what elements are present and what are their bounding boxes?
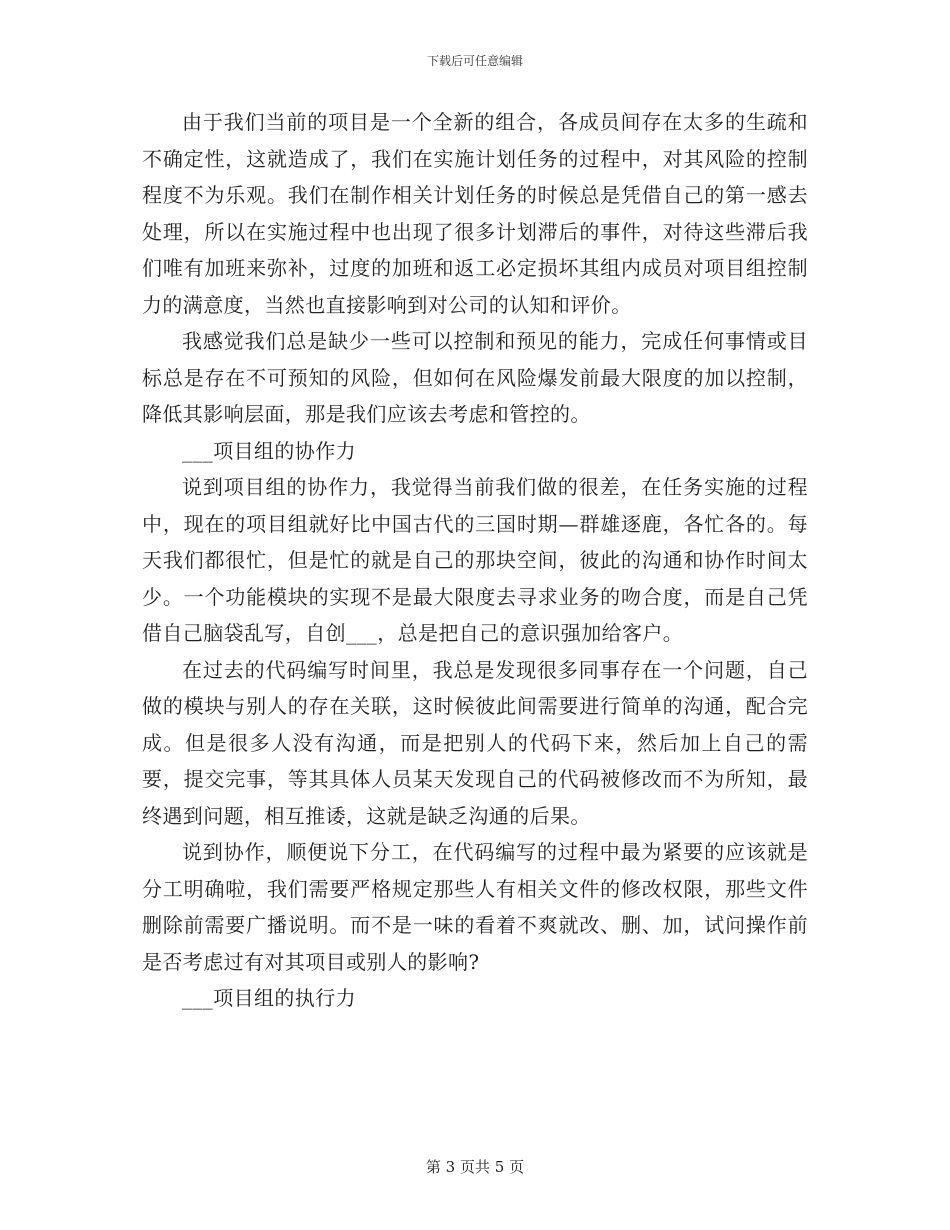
section-heading-collaboration: ___项目组的协作力 [182, 438, 356, 463]
page-header: 下载后可任意编辑 [426, 54, 523, 68]
paragraph-code-communication: 在过去的代码编写时间里，我总是发现很多同事存在一个问题，自己做的模块与别人的存在关联，这时候彼此间需要进行简单的沟通，配合完成。但是很多人没有沟通，而是把别人的代码下来，然后加上自己的需要，提交完事，等其具体人员某天发现自己的代码被修改而不为所知，最终遇到问题，相互推诿，这就是缺乏沟通的后果。 [142, 657, 808, 828]
paragraph-risk-control: 由于我们当前的项目是一个全新的组合，各成员间存在太多的生疏和不确定性，这就造成了，我们在实施计划任务的过程中，对其风险的控制程度不为乐观。我们在制作相关计划任务的时候总是凭借自己的第一感去处理，所以在实施过程中也出现了很多计划滞后的事件，对待这些滞后我们唯有加班来弥补，过度的加班和返工必定损坏其组内成员对项目组控制力的满意度，当然也直接影响到对公司的认知和评价。 [142, 110, 808, 317]
section-heading-execution: ___项目组的执行力 [182, 986, 356, 1010]
page-number: 第 3 页共 5 页 [425, 1158, 525, 1176]
paragraph-foresight: 我感觉我们总是缺少一些可以控制和预见的能力，完成任何事情或目标总是存在不可预知的风险，但如何在风险爆发前最大限度的加以控制，降低其影响层面，那是我们应该去考虑和管控的。 [142, 329, 808, 426]
document-body [142, 104, 808, 1017]
paragraph-collaboration: 说到项目组的协作力，我觉得当前我们做的很差，在任务实施的过程中，现在的项目组就好比中国古代的三国时期—群雄逐鹿，各忙各的。每天我们都很忙，但是忙的就是自己的那块空间，彼此的沟通和协作时间太少。一个功能模块的实现不是最大限度去寻求业务的吻合度，而是自己凭借自己脑袋乱写，自创___，总是把自己的意识强加给客户。 [142, 475, 808, 645]
paragraph-division-of-labor: 说到协作，顺便说下分工，在代码编写的过程中最为紧要的应该就是分工明确啦，我们需要严格规定那些人有相关文件的修改权限，那些文件删除前需要广播说明。而不是一味的看着不爽就改、删、加，试问操作前是否考虑过有对其项目或别人的影响? [142, 840, 808, 974]
